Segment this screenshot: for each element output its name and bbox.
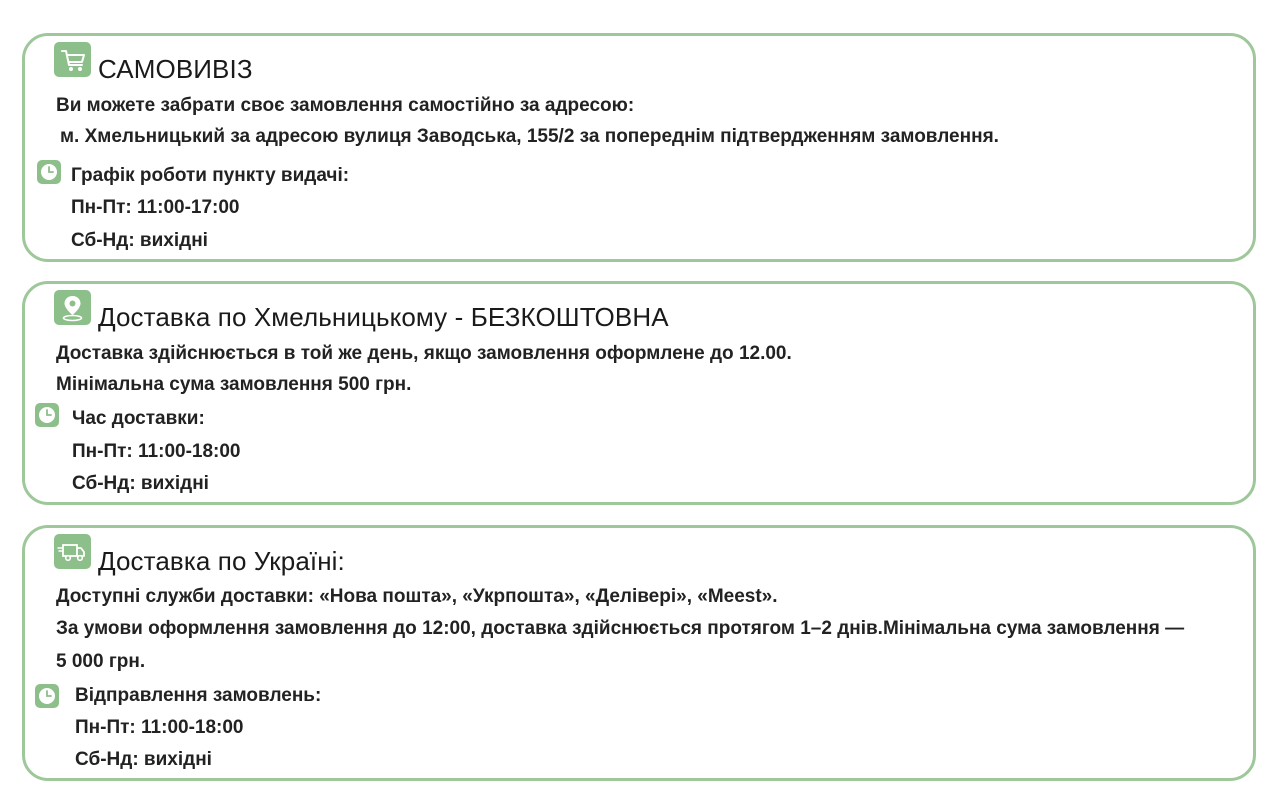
pickup-title: САМОВИВІЗ [98,54,253,84]
city-delivery-weekend: Сб-Нд: вихідні [72,473,209,494]
clock-icon [35,403,59,427]
map-pin-icon [54,290,91,325]
pickup-weekend: Сб-Нд: вихідні [71,230,208,251]
ukraine-delivery-hours-label: Відправлення замовлень: [75,685,322,706]
ukraine-delivery-card [22,525,1256,781]
ukraine-delivery-terms: За умови оформлення замовлення до 12:00, доставка здійснюється протягом 1–2 днів.Мінімальна сума замовлення — [56,618,1185,639]
delivery-truck-icon [54,534,91,569]
ukraine-delivery-services: Доступні служби доставки: «Нова пошта», «Укрпошта», «Делівері», «Meest». [56,586,778,607]
ukraine-delivery-weekdays: Пн-Пт: 11:00-18:00 [75,717,244,738]
clock-icon [37,160,61,184]
pickup-card [22,33,1256,262]
clock-icon [35,684,59,708]
city-delivery-text-2: Мінімальна сума замовлення 500 грн. [56,374,412,395]
ukraine-delivery-title: Доставка по Україні: [98,546,345,576]
pickup-address: м. Хмельницький за адресою вулиця Заводська, 155/2 за попереднім підтвердженням замовлення. [60,126,999,147]
shopping-cart-icon [54,42,91,77]
ukraine-delivery-weekend: Сб-Нд: вихідні [75,749,212,770]
city-delivery-title: Доставка по Хмельницькому - БЕЗКОШТОВНА [98,302,669,332]
city-delivery-hours-label: Час доставки: [72,408,205,429]
city-delivery-weekdays: Пн-Пт: 11:00-18:00 [72,441,241,462]
ukraine-delivery-min-sum: 5 000 грн. [56,651,146,672]
city-delivery-text-1: Доставка здійснюється в той же день, якщо замовлення оформлене до 12.00. [56,343,792,364]
city-delivery-card [22,281,1256,505]
pickup-text-1: Ви можете забрати своє замовлення самостійно за адресою: [56,95,635,116]
pickup-hours-label: Графік роботи пункту видачі: [71,165,350,186]
pickup-weekdays: Пн-Пт: 11:00-17:00 [71,197,240,218]
